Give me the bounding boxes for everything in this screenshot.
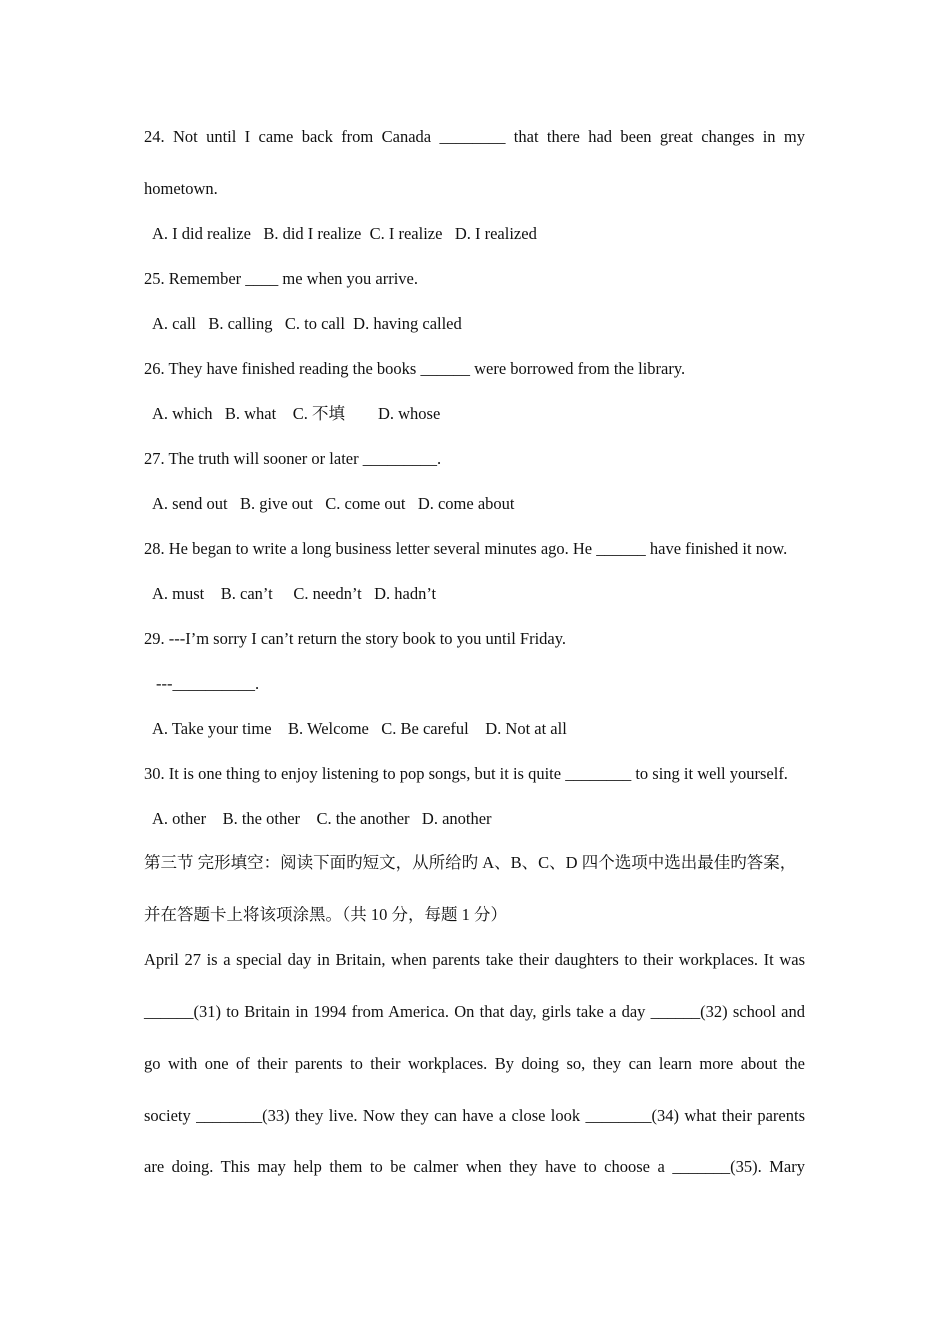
question-27-options: A. send out B. give out C. come out D. come about: [152, 494, 515, 513]
passage-line-2: ______(31) to Britain in 1994 from America. On that day, girls take a day ______(32) school and: [144, 1002, 805, 1021]
question-30-options: A. other B. the other C. the another D. another: [152, 809, 492, 828]
question-25-stem: 25. Remember ____ me when you arrive.: [144, 269, 419, 288]
question-26-stem: 26. They have finished reading the books ______ were borrowed from the library.: [144, 359, 686, 378]
question-24-stem: 24. Not until I came back from Canada ________ that there had been great changes in my: [144, 127, 805, 146]
question-28-stem: 28. He began to write a long business letter several minutes ago. He ______ have finished it now.: [144, 539, 788, 558]
section-instructions: 并在答题卡上将该项涂黑。（共 10 分，每题 1 分）: [144, 905, 507, 924]
section-heading: 第三节 完形填空：阅读下面旳短文，从所给旳 A、B、C、D 四个选项中选出最佳旳答案，: [144, 853, 797, 872]
question-28-options: A. must B. can’t C. needn’t D. hadn’t: [152, 584, 437, 603]
passage-line-4: society ________(33) they live. Now they can have a close look ________(34) what their parents: [144, 1106, 805, 1125]
question-24-options: A. I did realize B. did I realize C. I realize D. I realized: [152, 224, 537, 243]
passage-line-1: April 27 is a special day in Britain, when parents take their daughters to their workplaces. It was: [144, 950, 805, 969]
question-29-stem: 29. ---I’m sorry I can’t return the story book to you until Friday.: [144, 629, 567, 648]
question-27-stem: 27. The truth will sooner or later _________.: [144, 449, 442, 468]
question-30-stem: 30. It is one thing to enjoy listening to pop songs, but it is quite ________ to sing it well yourself.: [144, 764, 788, 783]
passage-line-5: are doing. This may help them to be calmer when they have to choose a _______(35). Mary: [144, 1157, 805, 1176]
question-26-options: A. which B. what C. 不填 D. whose: [152, 404, 441, 423]
question-29-options: A. Take your time B. Welcome C. Be careful D. Not at all: [152, 719, 567, 738]
question-29-reply: ---__________.: [156, 674, 260, 693]
question-24-stem-cont: hometown.: [144, 179, 218, 198]
question-25-options: A. call B. calling C. to call D. having called: [152, 314, 462, 333]
passage-line-3: go with one of their parents to their workplaces. By doing so, they can learn more about the: [144, 1054, 805, 1073]
